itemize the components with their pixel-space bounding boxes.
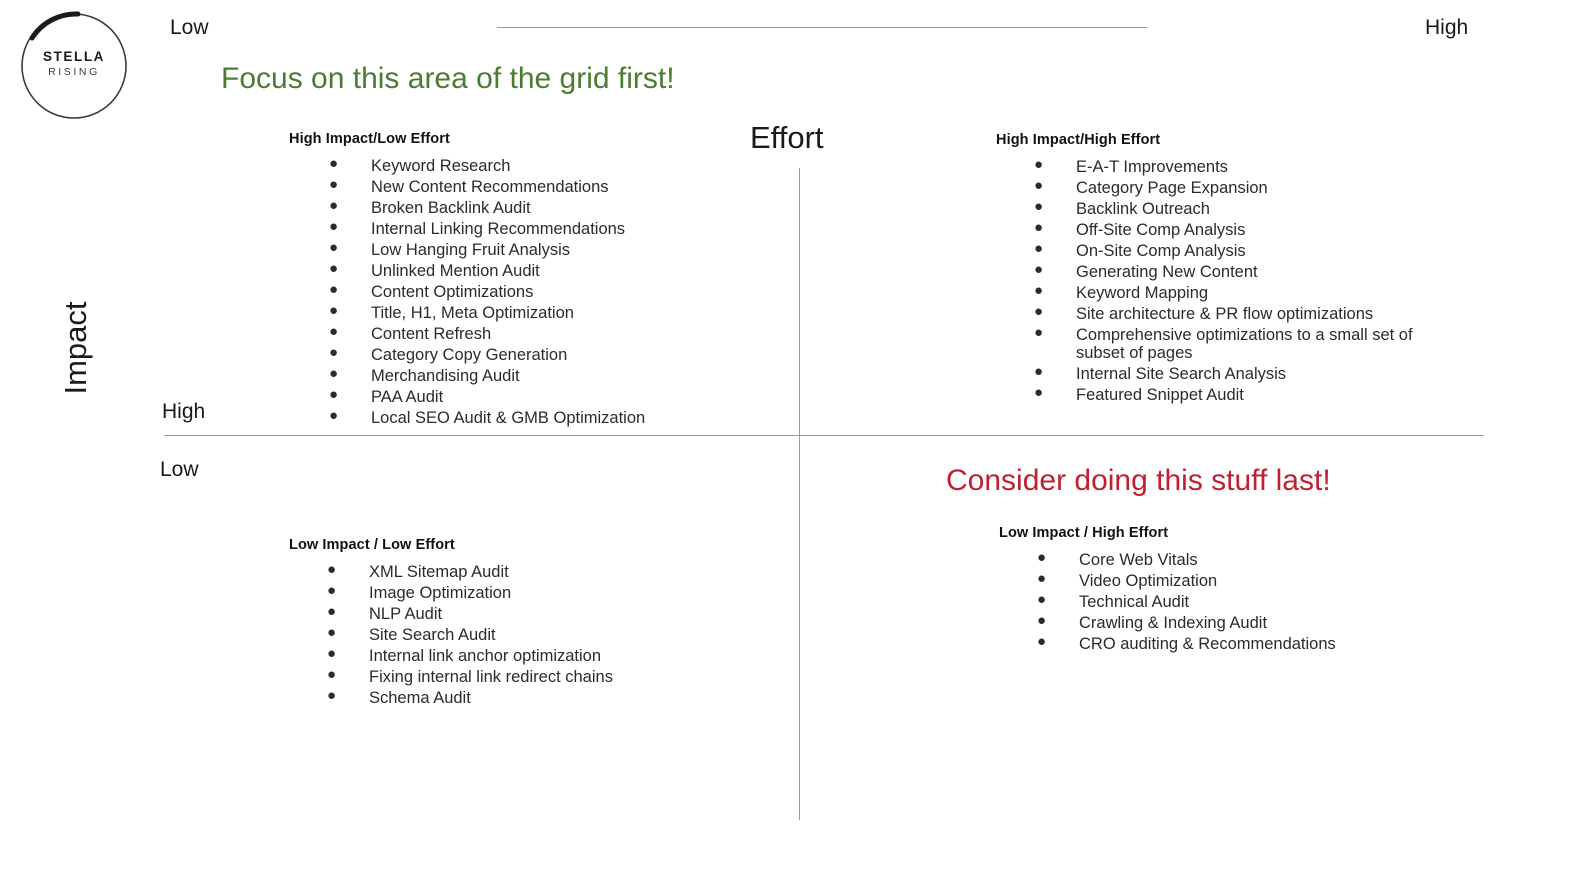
list-item-label: XML Sitemap Audit (369, 563, 509, 581)
list-item (289, 343, 719, 364)
logo-primary-text: STELLA (42, 48, 106, 64)
list-item-label: Fixing internal link redirect chains (369, 667, 613, 686)
list-item (999, 611, 1439, 632)
list-item-label: Category Copy Generation (371, 345, 568, 364)
quadrant-high-impact-low-effort (289, 131, 719, 430)
list-item-label: Unlinked Mention Audit (371, 261, 540, 280)
callout-do-last: Consider doing this stuff last! (946, 464, 1331, 497)
list-item-label: Core Web Vitals (1079, 551, 1198, 569)
bullet-icon: ● (329, 301, 339, 319)
list-item-label: Featured Snippet Audit (1076, 386, 1244, 405)
bullet-icon: ● (1034, 363, 1044, 381)
list-item (289, 686, 709, 707)
bullet-icon: ● (329, 343, 339, 361)
list-item-label: Technical Audit (1079, 592, 1190, 611)
bullet-icon: ● (1034, 323, 1044, 341)
impact-axis-high-label: High (162, 400, 206, 423)
list-item-label: NLP Audit (369, 604, 443, 623)
horizontal-divider (164, 435, 1484, 436)
list-item-label: Off-Site Comp Analysis (1076, 220, 1246, 239)
list-item (289, 602, 709, 623)
bullet-icon: ● (327, 561, 337, 578)
list-item-label: Title, H1, Meta Optimization (371, 303, 574, 322)
list-item (996, 176, 1456, 197)
bullet-icon: ● (329, 155, 339, 172)
list-item (289, 644, 709, 665)
quadrant-item-list (289, 563, 709, 707)
list-item (289, 175, 719, 196)
list-item (996, 302, 1456, 323)
list-item-label: Internal link anchor optimization (369, 646, 602, 665)
bullet-icon: ● (1037, 590, 1047, 608)
list-item-label: CRO auditing & Recommendations (1079, 634, 1336, 653)
list-item (996, 260, 1456, 281)
list-item-label: New Content Recommendations (371, 177, 609, 196)
effort-axis-low-label: Low (170, 16, 209, 39)
bullet-icon: ● (1034, 260, 1044, 278)
list-item (289, 623, 709, 644)
list-item (996, 365, 1456, 383)
quadrant-high-impact-high-effort (996, 132, 1456, 407)
list-item-label: Backlink Outreach (1076, 199, 1210, 218)
bullet-icon: ● (327, 602, 337, 620)
logo-text (18, 8, 130, 120)
list-item (289, 217, 719, 238)
list-item (289, 259, 719, 280)
list-item-label: Content Optimizations (371, 282, 534, 301)
bullet-icon: ● (1037, 632, 1047, 650)
list-item-label: Keyword Mapping (1076, 283, 1209, 302)
list-item (289, 665, 709, 686)
bullet-icon: ● (329, 238, 339, 256)
bullet-icon: ● (1037, 569, 1047, 587)
bullet-icon: ● (1034, 176, 1044, 194)
list-item (289, 581, 709, 602)
bullet-icon: ● (1034, 156, 1044, 173)
list-item-label: Comprehensive optimizations to a small set of subset of pages (1076, 325, 1413, 363)
list-item (289, 280, 719, 301)
bullet-icon: ● (1034, 384, 1044, 402)
list-item-label: Broken Backlink Audit (371, 198, 531, 217)
bullet-icon: ● (327, 686, 337, 704)
vertical-divider (799, 168, 800, 820)
list-item (289, 196, 719, 217)
list-item (996, 218, 1456, 239)
quadrant-title: Low Impact / High Effort (999, 525, 1169, 541)
list-item (289, 385, 719, 406)
list-item (289, 406, 719, 427)
quadrant-low-impact-low-effort (289, 537, 709, 710)
bullet-icon: ● (329, 259, 339, 277)
bullet-icon: ● (327, 581, 337, 599)
bullet-icon: ● (1037, 611, 1047, 629)
list-item (996, 158, 1456, 176)
bullet-icon: ● (329, 196, 339, 214)
quadrant-low-impact-high-effort (999, 525, 1439, 656)
list-item (999, 569, 1439, 590)
list-item-label: Internal Linking Recommendations (371, 219, 626, 238)
bullet-icon: ● (327, 665, 337, 683)
list-item-label: Low Hanging Fruit Analysis (371, 240, 571, 259)
bullet-icon: ● (329, 322, 339, 340)
quadrant-item-list (289, 157, 719, 427)
list-item-label: Content Refresh (371, 324, 492, 343)
list-item (289, 364, 719, 385)
bullet-icon: ● (1034, 239, 1044, 257)
quadrant-title: High Impact/Low Effort (289, 131, 450, 147)
list-item-label: Schema Audit (369, 688, 471, 707)
list-item (996, 239, 1456, 260)
quadrant-title: High Impact/High Effort (996, 132, 1161, 148)
impact-axis-low-label: Low (160, 458, 199, 481)
list-item-label: On-Site Comp Analysis (1076, 241, 1246, 260)
list-item (996, 386, 1456, 404)
list-item (289, 157, 719, 175)
list-item-label: Local SEO Audit & GMB Optimization (371, 408, 646, 427)
list-item-label: Category Page Expansion (1076, 178, 1268, 197)
bullet-icon: ● (329, 364, 339, 382)
bullet-icon: ● (1037, 549, 1047, 566)
bullet-icon: ● (329, 385, 339, 403)
list-item-label: Merchandising Audit (371, 366, 520, 385)
list-item-label: Internal Site Search Analysis (1076, 365, 1287, 384)
effort-axis-title: Effort (750, 120, 824, 155)
bullet-icon: ● (1034, 281, 1044, 299)
list-item (289, 322, 719, 343)
bullet-icon: ● (327, 623, 337, 641)
bullet-icon: ● (329, 406, 339, 424)
list-item-label: Keyword Research (371, 157, 511, 175)
brand-logo (18, 8, 130, 120)
list-item-label: Generating New Content (1076, 262, 1258, 281)
effort-axis-rule (497, 27, 1147, 28)
impact-axis-title: Impact (58, 301, 93, 395)
list-item-label: PAA Audit (371, 387, 444, 406)
list-item-label: Site Search Audit (369, 625, 496, 644)
list-item (999, 590, 1439, 611)
list-item (996, 323, 1456, 363)
list-item (999, 632, 1439, 653)
quadrant-title: Low Impact / Low Effort (289, 537, 455, 553)
list-item-label: Image Optimization (369, 583, 512, 602)
bullet-icon: ● (1034, 197, 1044, 215)
bullet-icon: ● (1034, 218, 1044, 236)
list-item-label: Site architecture & PR flow optimizations (1076, 304, 1374, 323)
bullet-icon: ● (329, 280, 339, 298)
list-item-label: Crawling & Indexing Audit (1079, 613, 1268, 632)
bullet-icon: ● (1034, 302, 1044, 320)
list-item (996, 197, 1456, 218)
list-item (996, 281, 1456, 302)
list-item-label: Video Optimization (1079, 571, 1218, 590)
list-item-label: E-A-T Improvements (1076, 158, 1228, 176)
quadrant-item-list (996, 158, 1456, 405)
quadrant-item-list (999, 551, 1439, 653)
bullet-icon: ● (329, 217, 339, 235)
list-item (289, 301, 719, 322)
callout-focus-first: Focus on this area of the grid first! (221, 62, 675, 95)
list-item (289, 563, 709, 581)
list-item (999, 551, 1439, 569)
bullet-icon: ● (327, 644, 337, 662)
bullet-icon: ● (329, 175, 339, 193)
effort-axis-high-label: High (1425, 16, 1469, 39)
logo-secondary-text: RISING (48, 65, 100, 78)
list-item (289, 238, 719, 259)
